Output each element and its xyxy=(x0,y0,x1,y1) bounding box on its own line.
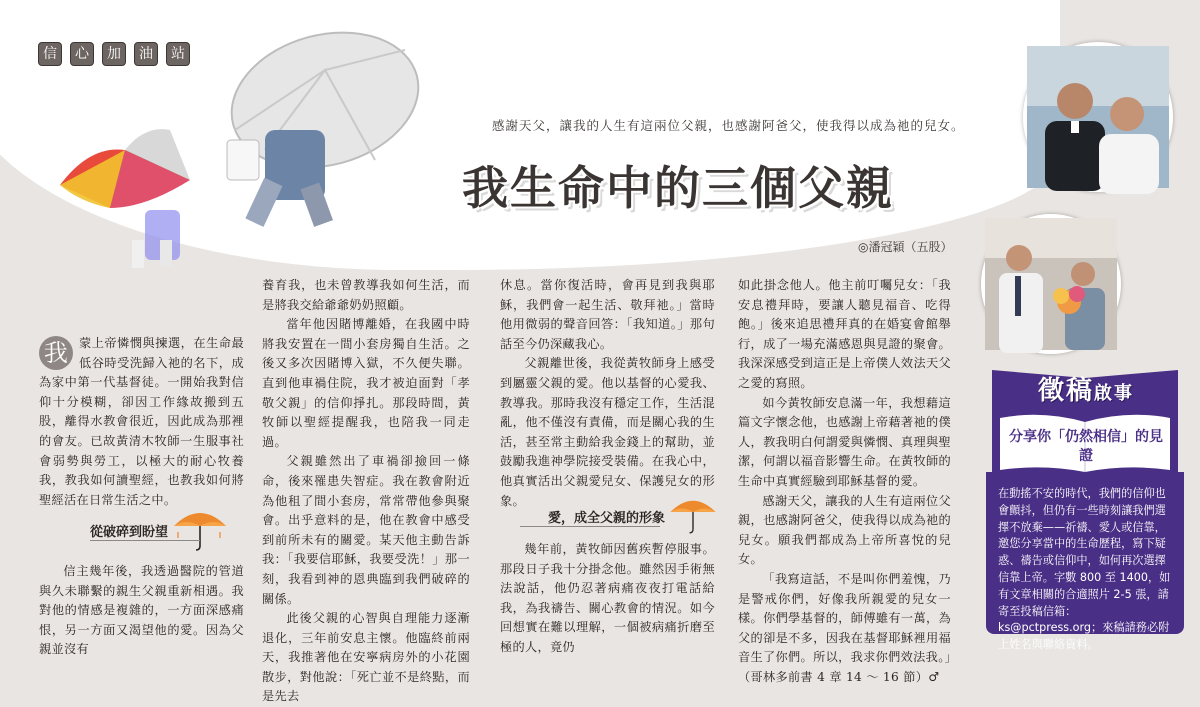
callout-body: 在動搖不安的時代，我們的信仰也會顫抖，但仍有一些時刻讓我們選擇不放棄——祈禱、愛人或信靠，邀您分享當中的生命歷程，寫下疑惑、禱告或信仰中，如何再次選擇信靠上帝。字數 800 至 1400，如有文章相關的合適照片 2-5 張，請寄至投稿信箱：ks@pctpress.org；來稿請務必附上姓名與聯絡資料。 xyxy=(986,472,1184,634)
article-subtitle: 感謝天父，讓我的人生有這兩位父親，也感謝阿爸父，使我得以成為祂的兒女。 xyxy=(492,118,965,133)
callout-heading xyxy=(998,370,1174,407)
kicker-char: 站 xyxy=(166,42,190,66)
subheading-text: 從破碎到盼望 xyxy=(90,525,169,540)
photo-bouquet xyxy=(981,214,1121,354)
article-title: 我生命中的三個父親 xyxy=(462,161,894,215)
paragraph-text: 幾年前，黃牧師因舊疾暫停服事。那段日子我十分掛念他。雖然因手術無法說話，他仍忍著病痛夜夜打電話給我，為我禱告、關心教會的情況。如今回想實在難以理解，一個被病痛折磨至極的人，竟仍 xyxy=(500,542,715,654)
callout-heading-char: 徵 xyxy=(1037,376,1066,406)
paragraph-text: 父親雖然出了車禍卻撿回一條命，後來罹患失智症。我在教會附近為他租了間小套房，常常帶他參與聚會。出乎意料的是，他在教會中感受到前所未有的關愛。某天他主動告訴我：「我要信耶穌，我要受洗！」那一刻，我看到神的恩典臨到我們破碎的關係。 xyxy=(262,454,470,606)
orange-umbrella-icon xyxy=(667,488,719,536)
callout-subtitle: 分享你「仍然相信」的見證 xyxy=(1009,429,1163,464)
paragraph-text: 當年他因賭博離婚，在我國中時將我安置在一間小套房獨自生活。之後又多次因賭博入獄，不久便失聯。直到他車禍住院，我才被迫面對「孝敬父親」的信仰掙扎。那段時間，黃牧師以聖經提醒我，也陪我一同走過。 xyxy=(262,317,470,449)
quote-paragraph xyxy=(738,570,951,688)
article-column-2 xyxy=(262,276,470,707)
callout-heading-small: 啟事 xyxy=(1094,383,1135,404)
photo-pastor-and-author xyxy=(1023,42,1173,192)
paragraph-text: 如此掛念他人。他主前叮囑兒女：「我安息禮拜時，要讓人聽見福音、吃得飽。」後來追思禮拜真的在婚宴會館舉行，成了一場充滿感恩與見證的聚會。我深深感受到這正是上帝僕人效法天父之愛的寫照。 xyxy=(738,278,951,390)
article-column-4 xyxy=(738,276,951,687)
subheading-from-brokenness xyxy=(90,500,244,540)
subheading-underline xyxy=(520,526,660,527)
paragraph-text: 父親離世後，我從黃牧師身上感受到屬靈父親的愛。他以基督的心愛我、教導我。那時我沒有穩定工作，生活混亂，他不僅沒有責備，而是關心我的生活，甚至常主動給我金錢上的幫助，並鼓勵我進神學院接受裝備。在我心中，他真實活出父親愛兒女、保護兒女的形象。 xyxy=(500,356,715,508)
adult-umbrella-illustration xyxy=(205,10,435,230)
kicker-char: 油 xyxy=(134,42,158,66)
scripture-quote: 「我寫這話，不是叫你們羞愧，乃是警戒你們，好像我所親愛的兒女一樣。你們學基督的，師傅雖有一萬，為父的卻是不多，因我在基督耶穌裡用福音生了你們。所以，我求你們效法我。」（哥林多前書 4 章 14 ～ 16 節） xyxy=(738,571,951,684)
paragraph-text: 休息。當你復活時，會再見到我與耶穌，我們會一起生活、敬拜祂。」當時他用微弱的聲音回答：「我知道。」那句話至今仍深藏我心。 xyxy=(500,278,715,351)
article-column-3 xyxy=(500,276,715,511)
article-column-1b xyxy=(39,562,244,660)
paragraph-text: 此後父親的心智與自理能力逐漸退化，三年前安息主懷。他臨終前兩天，我推著他在安寧病房外的小花園散步，對他說：「死亡並不是終點，而是先去 xyxy=(262,611,470,704)
end-mark-icon: ♂ xyxy=(928,669,940,684)
article-column-3b xyxy=(500,540,715,658)
paragraph-text: 養育我，也未曾教導我如何生活，而是將我交給爺爺奶奶照顧。 xyxy=(262,278,470,312)
column-kicker xyxy=(38,42,190,66)
kicker-char: 心 xyxy=(70,42,94,66)
subheading-underline xyxy=(90,540,200,541)
kicker-char: 信 xyxy=(38,42,62,66)
article-paragraph xyxy=(39,334,244,510)
article-column-1 xyxy=(39,334,244,510)
kicker-char: 加 xyxy=(102,42,126,66)
orange-umbrella-icon xyxy=(170,500,230,552)
paragraph-text: 信主幾年後，我透過醫院的管道與久未聯繫的親生父親重新相遇。我對他的情感是複雜的，一方面深感痛恨，另一方面又渴望他的愛。因為父親並沒有 xyxy=(39,564,244,657)
callout-heading-char: 稿 xyxy=(1066,376,1095,406)
subheading-text: 愛，成全父親的形象 xyxy=(548,511,666,526)
paragraph-text: 蒙上帝憐憫與揀選，在生命最低谷時受洗歸入祂的名下，成為家中第一代基督徒。一開始我對信仰十分模糊，卻因工作緣故搬到五股，離得水教會很近，因此成為那裡的會友。已故黃清木牧師一生服事社會弱勢與勞工，以極大的耐心牧養我，教我如何讀聖經，也教我如何將聖經活在日常生活之中。 xyxy=(39,336,244,507)
paragraph-text: 感謝天父，讓我的人生有這兩位父親，也感謝阿爸父，使我得以成為祂的兒女。願我們都成為上帝所喜悅的兒女。 xyxy=(738,493,951,567)
dropcap: 我 xyxy=(39,336,73,370)
call-for-submissions xyxy=(986,360,1184,652)
child-umbrella-illustration xyxy=(50,90,200,270)
paragraph-text: 如今黃牧師安息滿一年，我想藉這篇文字懷念他，也感謝上帝藉著祂的僕人，教我明白何謂愛與憐憫、真理與聖潔，何謂以福音影響生命。在黃牧師的生命中真實經驗到耶穌基督的愛。 xyxy=(738,395,951,488)
subheading-love-fulfills xyxy=(548,488,724,526)
author-byline: ◎潘冠穎（五股） xyxy=(858,240,953,254)
